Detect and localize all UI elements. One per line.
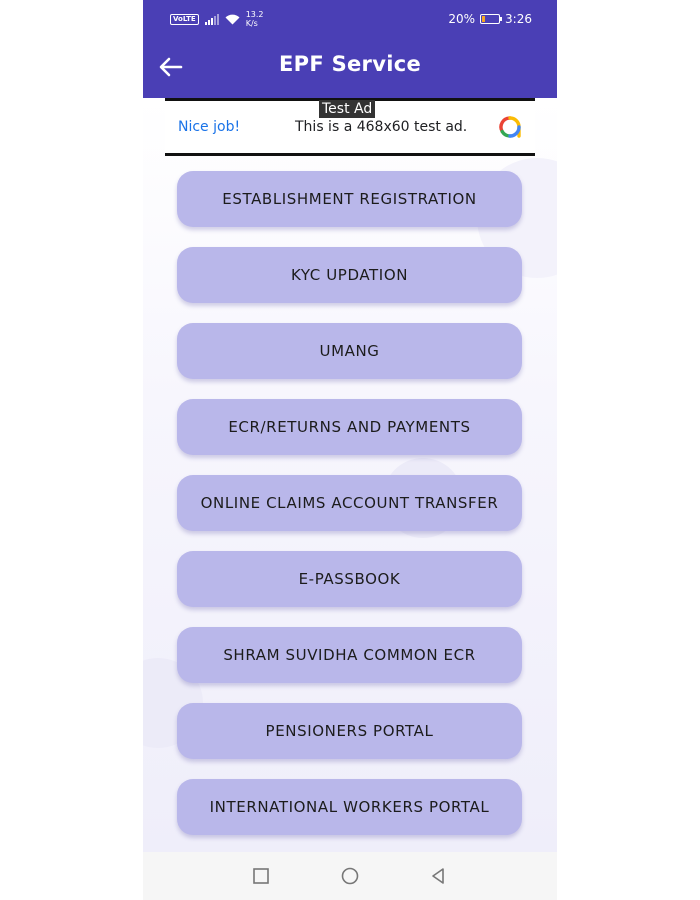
system-nav-bar (143, 852, 557, 900)
status-bar (143, 0, 557, 36)
page-title: EPF Service (279, 52, 421, 76)
phone-screen (143, 0, 557, 900)
ad-tag: Test Ad (319, 100, 375, 118)
status-right (448, 10, 532, 28)
signal-icon (205, 14, 219, 25)
volte-badge: VoLTE (170, 14, 199, 25)
status-left (170, 10, 264, 28)
ad-headline: Nice job! (178, 119, 241, 135)
battery-percent: 20% (448, 12, 476, 26)
menu-button-pensioners-portal[interactable]: PENSIONERS PORTAL (177, 703, 522, 759)
clock: 3:26 (505, 12, 532, 26)
battery-fill (482, 16, 485, 22)
network-speed-value: 13.2 (245, 10, 264, 19)
menu-button-international-workers[interactable]: INTERNATIONAL WORKERS PORTAL (177, 779, 522, 835)
ad-logo-icon (498, 115, 522, 139)
network-speed-unit: K/s (245, 19, 258, 28)
menu-button-shram-suvidha[interactable]: SHRAM SUVIDHA COMMON ECR (177, 627, 522, 683)
ad-banner[interactable] (165, 98, 535, 156)
menu-button-online-claims[interactable]: ONLINE CLAIMS ACCOUNT TRANSFER (177, 475, 522, 531)
menu-button-umang[interactable]: UMANG (177, 323, 522, 379)
menu-button-ecr-returns-payments[interactable]: ECR/RETURNS AND PAYMENTS (177, 399, 522, 455)
wifi-icon (225, 14, 240, 25)
battery-icon (480, 14, 500, 24)
network-speed (246, 10, 264, 28)
menu-button-kyc-updation[interactable]: KYC UPDATION (177, 247, 522, 303)
circle-icon[interactable] (341, 867, 359, 885)
square-icon[interactable] (252, 867, 270, 885)
menu-button-e-passbook[interactable]: E-PASSBOOK (177, 551, 522, 607)
triangle-back-icon[interactable] (429, 867, 447, 885)
main-content (143, 98, 557, 852)
app-bar (143, 36, 557, 98)
ad-body: This is a 468x60 test ad. (295, 119, 468, 135)
menu-button-establishment-registration[interactable]: ESTABLISHMENT REGISTRATION (177, 171, 522, 227)
